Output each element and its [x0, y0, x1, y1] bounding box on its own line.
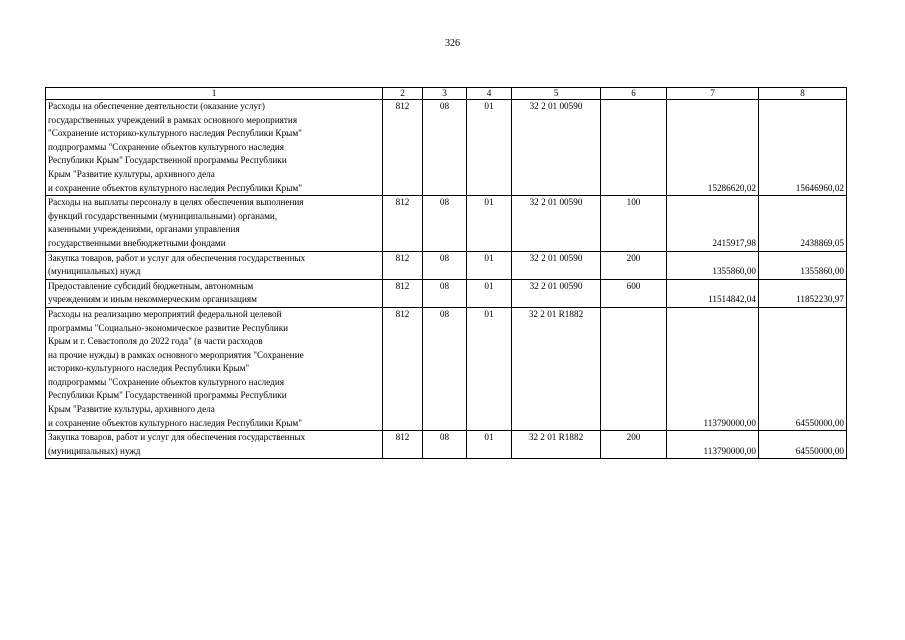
description-line: Расходы на выплаты персоналу в целях обеспечения выполнения — [48, 197, 304, 208]
budget-table — [45, 87, 847, 459]
table-row — [46, 100, 847, 196]
description-line: на прочие нужды) в рамках основного мероприятия "Сохранение — [48, 349, 304, 360]
description-line: Республики Крым" Государственной программы Республики — [48, 390, 287, 401]
expense-type-code: 600 — [601, 279, 667, 307]
description-line: историко-культурного наследия Республики Крым" — [48, 363, 250, 374]
expense-description — [46, 431, 383, 459]
section-code: 08 — [423, 251, 467, 279]
description-line: Закупка товаров, работ и услуг для обеспечения государственных — [48, 252, 306, 263]
header-cell: 8 — [759, 88, 847, 100]
expense-description — [46, 100, 383, 196]
amount-year-2: 11852230,97 — [759, 279, 847, 307]
amount-year-1: 11514842,04 — [667, 279, 759, 307]
header-cell: 6 — [601, 88, 667, 100]
header-cell: 5 — [512, 88, 601, 100]
description-line: Крым "Развитие культуры, архивного дела — [48, 404, 215, 415]
description-line: программы "Социально-экономическое развитие Республики — [48, 322, 289, 333]
table-row — [46, 251, 847, 279]
description-line: учреждениям и иным некоммерческим организациям — [48, 294, 257, 305]
section-code: 08 — [423, 279, 467, 307]
expense-description — [46, 279, 383, 307]
header-cell: 7 — [667, 88, 759, 100]
amount-year-1: 113790000,00 — [667, 431, 759, 459]
section-code: 08 — [423, 100, 467, 196]
description-line: (муниципальных) нужд — [48, 266, 141, 277]
expense-type-code — [601, 100, 667, 196]
ministry-code: 812 — [383, 100, 423, 196]
subsection-code: 01 — [467, 279, 512, 307]
description-line: казенными учреждениями, органами управления — [48, 224, 240, 235]
ministry-code: 812 — [383, 251, 423, 279]
description-line: подпрограммы "Сохранение объектов культурного наследия — [48, 141, 285, 152]
ministry-code: 812 — [383, 431, 423, 459]
table-row — [46, 196, 847, 251]
subsection-code: 01 — [467, 100, 512, 196]
page-number: 326 — [445, 38, 460, 49]
section-code: 08 — [423, 196, 467, 251]
amount-year-2: 15646960,02 — [759, 100, 847, 196]
description-line: Закупка товаров, работ и услуг для обеспечения государственных — [48, 432, 306, 443]
target-article-code: 32 2 01 00590 — [512, 251, 601, 279]
description-line: функций государственными (муниципальными) органами, — [48, 210, 278, 221]
subsection-code: 01 — [467, 251, 512, 279]
description-line: Расходы на реализацию мероприятий федеральной целевой — [48, 308, 282, 319]
amount-year-2: 1355860,00 — [759, 251, 847, 279]
header-cell: 1 — [46, 88, 383, 100]
description-line: Крым "Развитие культуры, архивного дела — [48, 168, 215, 179]
amount-year-1: 2415917,98 — [667, 196, 759, 251]
description-line: подпрограммы "Сохранение объектов культурного наследия — [48, 376, 285, 387]
description-line: Крым и г. Севастополя до 2022 года" (в части расходов — [48, 336, 263, 347]
subsection-code: 01 — [467, 431, 512, 459]
table-row — [46, 431, 847, 459]
description-line: (муниципальных) нужд — [48, 445, 141, 456]
amount-year-2: 2438869,05 — [759, 196, 847, 251]
amount-year-2: 64550000,00 — [759, 431, 847, 459]
amount-year-2: 64550000,00 — [759, 307, 847, 430]
section-code: 08 — [423, 431, 467, 459]
description-line: Расходы на обеспечение деятельности (оказание услуг) — [48, 101, 265, 111]
table-row — [46, 279, 847, 307]
expense-type-code: 100 — [601, 196, 667, 251]
amount-year-1: 15286620,02 — [667, 100, 759, 196]
target-article-code: 32 2 01 00590 — [512, 100, 601, 196]
ministry-code: 812 — [383, 279, 423, 307]
description-line: государственных учреждений в рамках основного мероприятия — [48, 114, 298, 125]
description-line: "Сохранение историко-культурного наследия Республики Крым" — [48, 128, 302, 139]
expense-type-code: 200 — [601, 431, 667, 459]
target-article-code: 32 2 01 00590 — [512, 279, 601, 307]
header-cell: 4 — [467, 88, 512, 100]
target-article-code: 32 2 01 00590 — [512, 196, 601, 251]
target-article-code: 32 2 01 R1882 — [512, 431, 601, 459]
target-article-code: 32 2 01 R1882 — [512, 307, 601, 430]
description-line: и сохранение объектов культурного наследия Республики Крым" — [48, 417, 302, 428]
amount-year-1: 113790000,00 — [667, 307, 759, 430]
description-line: государственными внебюджетными фондами — [48, 237, 226, 248]
description-line: Республики Крым" Государственной программы Республики — [48, 155, 287, 166]
expense-description — [46, 196, 383, 251]
ministry-code: 812 — [383, 196, 423, 251]
table-row — [46, 307, 847, 430]
expense-description — [46, 307, 383, 430]
expense-type-code: 200 — [601, 251, 667, 279]
description-line: Предоставление субсидий бюджетным, автономным — [48, 280, 254, 291]
header-cell: 2 — [383, 88, 423, 100]
amount-year-1: 1355860,00 — [667, 251, 759, 279]
subsection-code: 01 — [467, 196, 512, 251]
expense-type-code — [601, 307, 667, 430]
header-cell: 3 — [423, 88, 467, 100]
expense-description — [46, 251, 383, 279]
description-line: и сохранение объектов культурного наследия Республики Крым" — [48, 182, 302, 193]
subsection-code: 01 — [467, 307, 512, 430]
table-header-row — [46, 88, 847, 100]
section-code: 08 — [423, 307, 467, 430]
ministry-code: 812 — [383, 307, 423, 430]
